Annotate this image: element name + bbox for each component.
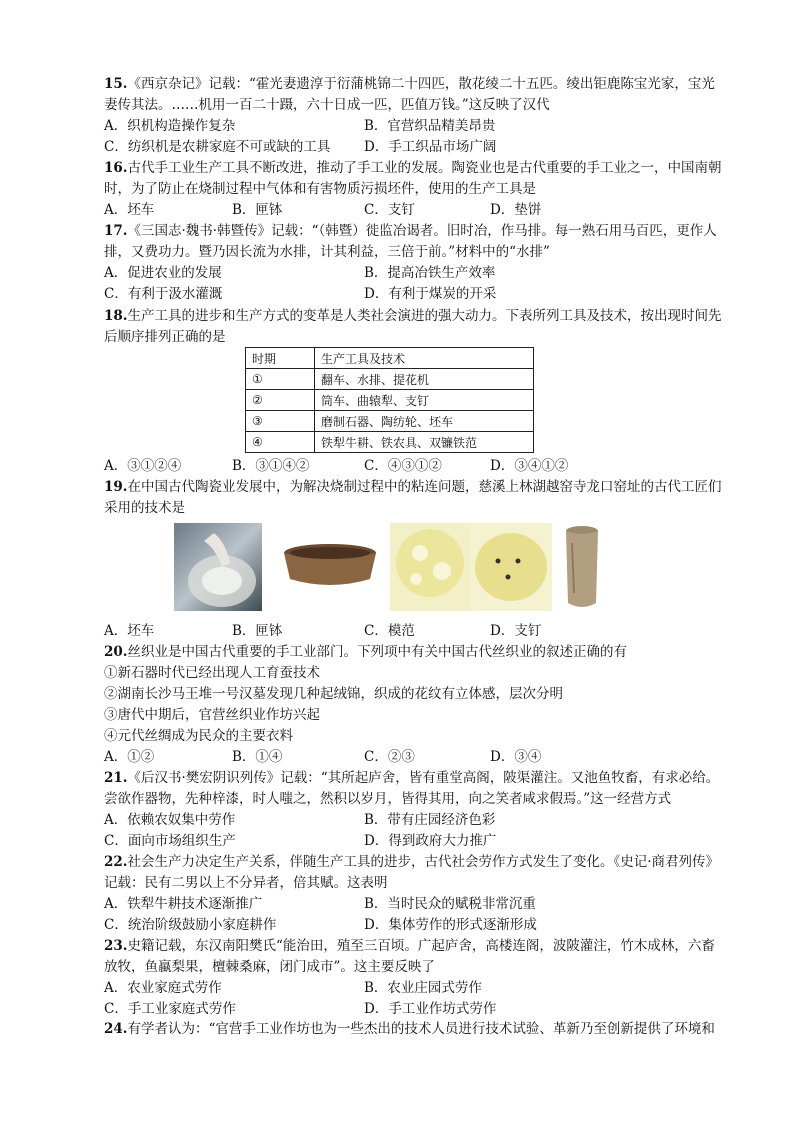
spur-disc-image bbox=[470, 523, 552, 611]
option-b[interactable]: B．①④ bbox=[232, 749, 283, 765]
statement-item: ③唐代中期后，官营丝织业作坊兴起 bbox=[104, 707, 320, 723]
option-b[interactable]: B．匣钵 bbox=[232, 202, 283, 218]
option-a[interactable]: A．铁犁牛耕技术逐渐推广 bbox=[104, 896, 263, 912]
option-c[interactable]: C．手工业家庭式劳作 bbox=[104, 1001, 236, 1017]
table-header-cell: 生产工具及技术 bbox=[315, 348, 534, 369]
option-a[interactable]: A．①② bbox=[104, 749, 155, 765]
question-stem: 生产工具的进步和生产方式的变革是人类社会演进的强大动力。下表所列工具及技术，按出现时间先后顺序排列正确的是 bbox=[104, 308, 722, 345]
question-18-options bbox=[104, 456, 724, 477]
options-row bbox=[104, 831, 724, 852]
option-d[interactable]: D．垫饼 bbox=[490, 202, 542, 218]
option-b[interactable]: B．农业庄园式劳作 bbox=[364, 980, 482, 996]
question-17 bbox=[104, 221, 724, 305]
statement-item: ①新石器时代已经出现人工育蚕技术 bbox=[104, 665, 320, 681]
table-row bbox=[246, 411, 534, 432]
question-23 bbox=[104, 936, 724, 1020]
question-number: 16. bbox=[104, 160, 128, 176]
options-row bbox=[104, 137, 724, 158]
option-c[interactable]: C．模范 bbox=[364, 623, 415, 639]
question-15 bbox=[104, 74, 724, 158]
option-b[interactable]: B．匣钵 bbox=[232, 623, 283, 639]
question-18 bbox=[104, 306, 724, 348]
table-row bbox=[246, 390, 534, 411]
pottery-images bbox=[172, 523, 602, 615]
question-24 bbox=[104, 1019, 724, 1040]
option-b[interactable]: B．当时民众的赋税非常沉重 bbox=[364, 896, 536, 912]
option-a[interactable]: A．促进农业的发展 bbox=[104, 265, 222, 281]
options-row bbox=[104, 621, 724, 642]
option-d[interactable]: D．③④ bbox=[490, 749, 542, 765]
table-cell: ④ bbox=[246, 432, 315, 453]
question-number: 22. bbox=[104, 854, 128, 870]
option-c[interactable]: C．支钉 bbox=[364, 202, 415, 218]
question-stem: 有学者认为：“官营手工业作坊也为一些杰出的技术人员进行技术试验、革新乃至创新提供了环境和 bbox=[127, 1021, 715, 1037]
option-c[interactable]: C．面向市场组织生产 bbox=[104, 833, 236, 849]
question-number: 17. bbox=[104, 223, 128, 239]
question-19-options bbox=[104, 621, 724, 642]
question-22 bbox=[104, 852, 724, 936]
question-21 bbox=[104, 768, 724, 852]
table-cell: ③ bbox=[246, 411, 315, 432]
statement-item: ④元代丝绸成为民众的主要衣料 bbox=[104, 728, 293, 744]
question-20 bbox=[104, 642, 724, 768]
option-c[interactable]: C．②③ bbox=[364, 749, 415, 765]
option-d[interactable]: D．有利于煤炭的开采 bbox=[364, 286, 497, 302]
option-d[interactable]: D．③④①② bbox=[490, 458, 569, 474]
options-row bbox=[104, 810, 724, 831]
option-b[interactable]: B．带有庄园经济色彩 bbox=[364, 812, 496, 828]
table-cell: ② bbox=[246, 390, 315, 411]
option-d[interactable]: D．手工业作坊式劳作 bbox=[364, 1001, 497, 1017]
option-b[interactable]: B．③①④② bbox=[232, 458, 310, 474]
options-row bbox=[104, 894, 724, 915]
table-cell: 筒车、曲辕犁、支钉 bbox=[315, 390, 534, 411]
table-cell: 翻车、水排、提花机 bbox=[315, 369, 534, 390]
question-stem: 社会生产力决定生产关系，伴随生产工具的进步，古代社会劳作方式发生了变化。《史记·商君列传》记载：民有二男以上不分异者，倍其赋。这表明 bbox=[104, 854, 720, 891]
options-row bbox=[104, 200, 724, 221]
question-number: 18. bbox=[104, 308, 128, 324]
question-stem: 在中国古代陶瓷业发展中，为解决烧制过程中的粘连问题，慈溪上林湖越窑寺龙口窑址的古代工匠们采用的技术是 bbox=[104, 479, 722, 516]
question-stem: 史籍记载，东汉南阳樊氏“能治田，殖至三百顷。广起庐舍，高楼连阁，波陂灌注，竹木成林，六畜放牧，鱼蠃梨果，檀棘桑麻，闭门成市”。这主要反映了 bbox=[104, 938, 715, 975]
question-stem: 《三国志·魏书·韩暨传》记载：“（韩暨）徙监冶谒者。旧时冶，作马排。每一熟石用马百匹，更作人排，又费功力。暨乃因长流为水排，计其利益，三倍于前。”材料中的“水排” bbox=[104, 223, 717, 260]
question-number: 21. bbox=[104, 770, 128, 786]
option-c[interactable]: C．纺织机是农耕家庭不可或缺的工具 bbox=[104, 139, 331, 155]
sagger-image bbox=[276, 523, 384, 611]
option-a[interactable]: A．③①②④ bbox=[104, 458, 182, 474]
options-row bbox=[104, 999, 724, 1020]
option-c[interactable]: C．有利于汲水灌溉 bbox=[104, 286, 223, 302]
question-19 bbox=[104, 477, 724, 519]
question-16 bbox=[104, 158, 724, 221]
option-b[interactable]: B．提高冶铁生产效率 bbox=[364, 265, 496, 281]
option-c[interactable]: C．统治阶级鼓励小家庭耕作 bbox=[104, 917, 277, 933]
question-stem: 《后汉书·樊宏阴识列传》记载：“其所起庐舍，皆有重堂高阁，陂渠灌注。又池鱼牧畜，有求必给。尝欲作器物，先种梓漆，时人嗤之，然积以岁月，皆得其用，向之笑者咸求假焉。”这一经营方式 bbox=[104, 770, 720, 807]
table-cell: ① bbox=[246, 369, 315, 390]
question-number: 23. bbox=[104, 938, 128, 954]
options-row bbox=[104, 263, 724, 284]
table-row bbox=[246, 369, 534, 390]
option-d[interactable]: D．集体劳作的形式逐渐形成 bbox=[364, 917, 537, 933]
question-number: 15. bbox=[104, 76, 128, 92]
option-a[interactable]: A．坯车 bbox=[104, 202, 155, 218]
question-stem: 古代手工业生产工具不断改进，推动了手工业的发展。陶瓷业也是古代重要的手工业之一，中国南朝时，为了防止在烧制过程中气体和有害物质污损坯件，使用的生产工具是 bbox=[104, 160, 722, 197]
option-a[interactable]: A．农业家庭式劳作 bbox=[104, 980, 222, 996]
table-header-cell: 时期 bbox=[246, 348, 315, 369]
option-a[interactable]: A．依赖农奴集中劳作 bbox=[104, 812, 236, 828]
options-row bbox=[104, 456, 724, 477]
question-number: 24. bbox=[104, 1021, 128, 1037]
option-a[interactable]: A．坯车 bbox=[104, 623, 155, 639]
question-number: 19. bbox=[104, 479, 128, 495]
question-stem: 《西京杂记》记载：“霍光妻遗淳于衍蒲桃锦二十四匹，散花绫二十五匹。绫出钜鹿陈宝光家，宝光妻传其法。……机用一百二十蹑，六十日成一匹，匹值万钱。”这反映了汉代 bbox=[104, 76, 715, 113]
options-row bbox=[104, 116, 724, 137]
option-d[interactable]: D．得到政府大力推广 bbox=[364, 833, 497, 849]
option-d[interactable]: D．支钉 bbox=[490, 623, 542, 639]
table-header-row bbox=[246, 348, 534, 369]
table-cell: 磨制石器、陶纺轮、坯车 bbox=[315, 411, 534, 432]
option-d[interactable]: D．手工织品市场广阔 bbox=[364, 139, 497, 155]
statement-item: ②湖南长沙马王堆一号汉墓发现几种起绒锦，织成的花纹有立体感，层次分明 bbox=[104, 686, 563, 702]
table-cell: 铁犁牛耕、铁农具、双镰铁范 bbox=[315, 432, 534, 453]
options-row bbox=[104, 978, 724, 999]
pottery-pillar-image bbox=[558, 523, 606, 611]
option-a[interactable]: A．织机构造操作复杂 bbox=[104, 118, 236, 134]
options-row bbox=[104, 915, 724, 936]
option-b[interactable]: B．官营织品精美昂贵 bbox=[364, 118, 496, 134]
table-row bbox=[246, 432, 534, 453]
question-stem: 丝织业是中国古代重要的手工业部门。下列项中有关中国古代丝织业的叙述正确的有 bbox=[127, 644, 627, 660]
tools-table bbox=[245, 347, 534, 453]
mold-image bbox=[390, 523, 470, 611]
question-number: 20. bbox=[104, 644, 128, 660]
options-row bbox=[104, 284, 724, 305]
options-row bbox=[104, 747, 724, 768]
potters-wheel-image bbox=[174, 523, 262, 611]
option-c[interactable]: C．④③①② bbox=[364, 458, 442, 474]
